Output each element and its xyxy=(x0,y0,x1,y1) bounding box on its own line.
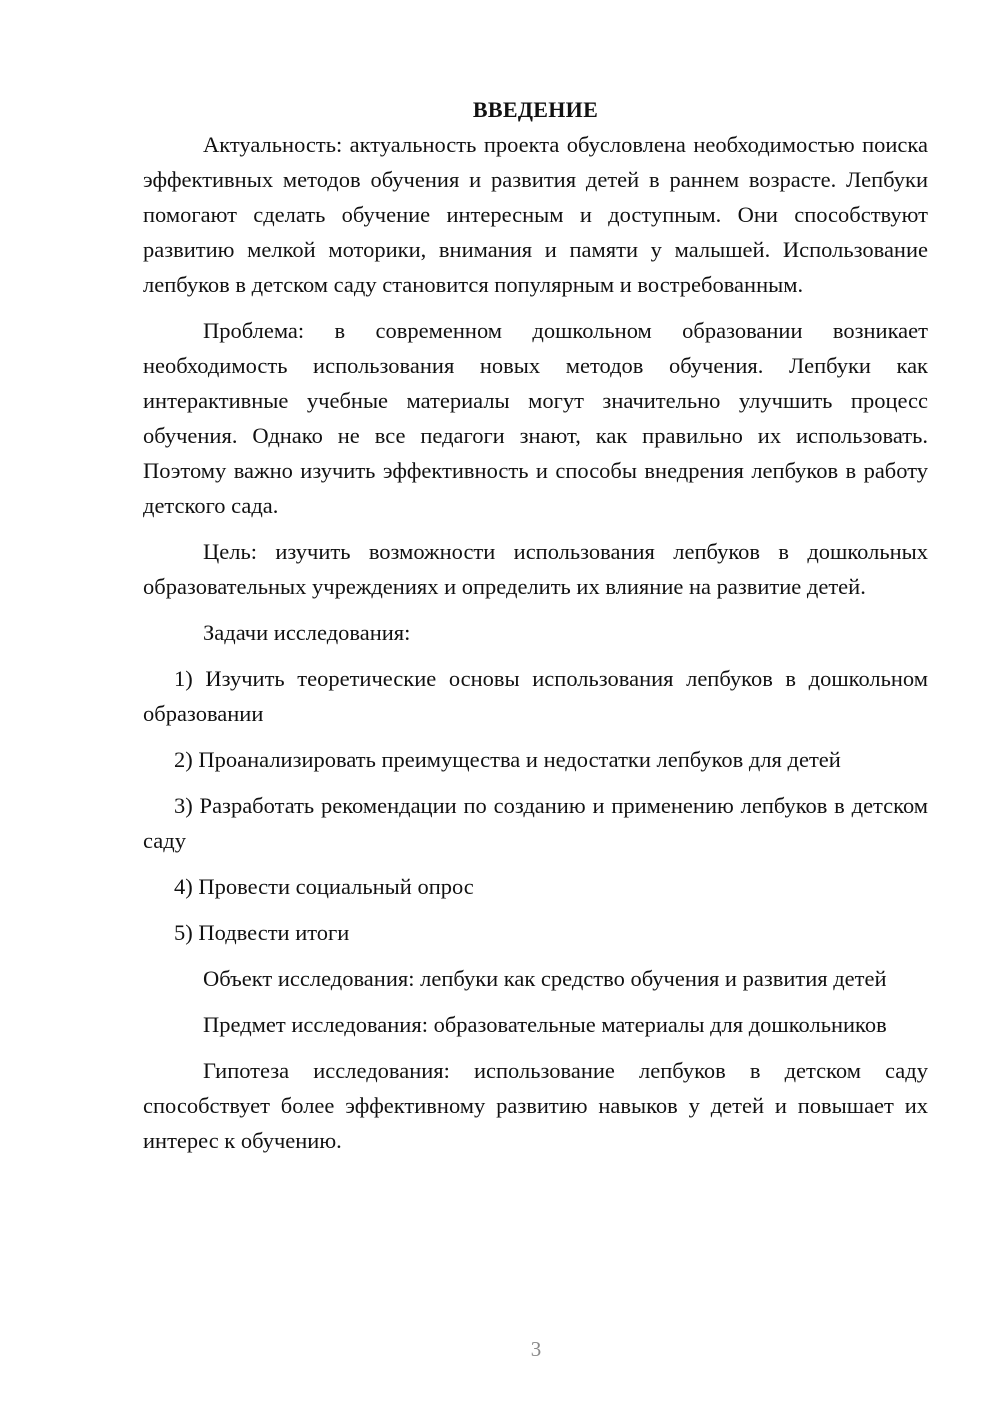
paragraph-relevance: Актуальность: актуальность проекта обусловлена необходимостью поиска эффективных методов обучения и развития детей в раннем возрасте. Лепбуки помогают сделать обучение интересным и доступным. Они способствуют развитию мелкой моторики, внимания и памяти у малышей. Использование лепбуков в детском саду становится популярным и востребованным. xyxy=(143,132,928,297)
paragraph-hypothesis: Гипотеза исследования: использование лепбуков в детском саду способствует более эффективному развитию навыков у детей и повышает их интерес к обучению. xyxy=(143,1058,928,1153)
paragraph-problem: Проблема: в современном дошкольном образовании возникает необходимость использования новых методов обучения. Лепбуки как интерактивные учебные материалы могут значительно улучшить процесс обучения. Однако не все педагоги знают, как правильно их использовать. Поэтому важно изучить эффективность и способы внедрения лепбуков в работу детского сада. xyxy=(143,318,928,518)
task-item-2: 2) Проанализировать преимущества и недостатки лепбуков для детей xyxy=(174,747,841,772)
section-title: ВВЕДЕНИЕ xyxy=(472,97,599,122)
task-item-1: 1) Изучить теоретические основы использования лепбуков в дошкольном образовании xyxy=(143,666,928,726)
paragraph-subject: Предмет исследования: образовательные материалы для дошкольников xyxy=(203,1012,887,1037)
task-item-3: 3) Разработать рекомендации по созданию и применению лепбуков в детском саду xyxy=(143,793,928,853)
page-content xyxy=(143,92,928,1158)
tasks-heading: Задачи исследования: xyxy=(203,620,411,645)
paragraph-object: Объект исследования: лепбуки как средство обучения и развития детей xyxy=(203,966,887,991)
task-item-4: 4) Провести социальный опрос xyxy=(174,874,474,899)
page-number: 3 xyxy=(530,1337,542,1361)
task-item-5: 5) Подвести итоги xyxy=(174,920,350,945)
paragraph-goal: Цель: изучить возможности использования лепбуков в дошкольных образовательных учреждениях и определить их влияние на развитие детей. xyxy=(143,539,928,599)
